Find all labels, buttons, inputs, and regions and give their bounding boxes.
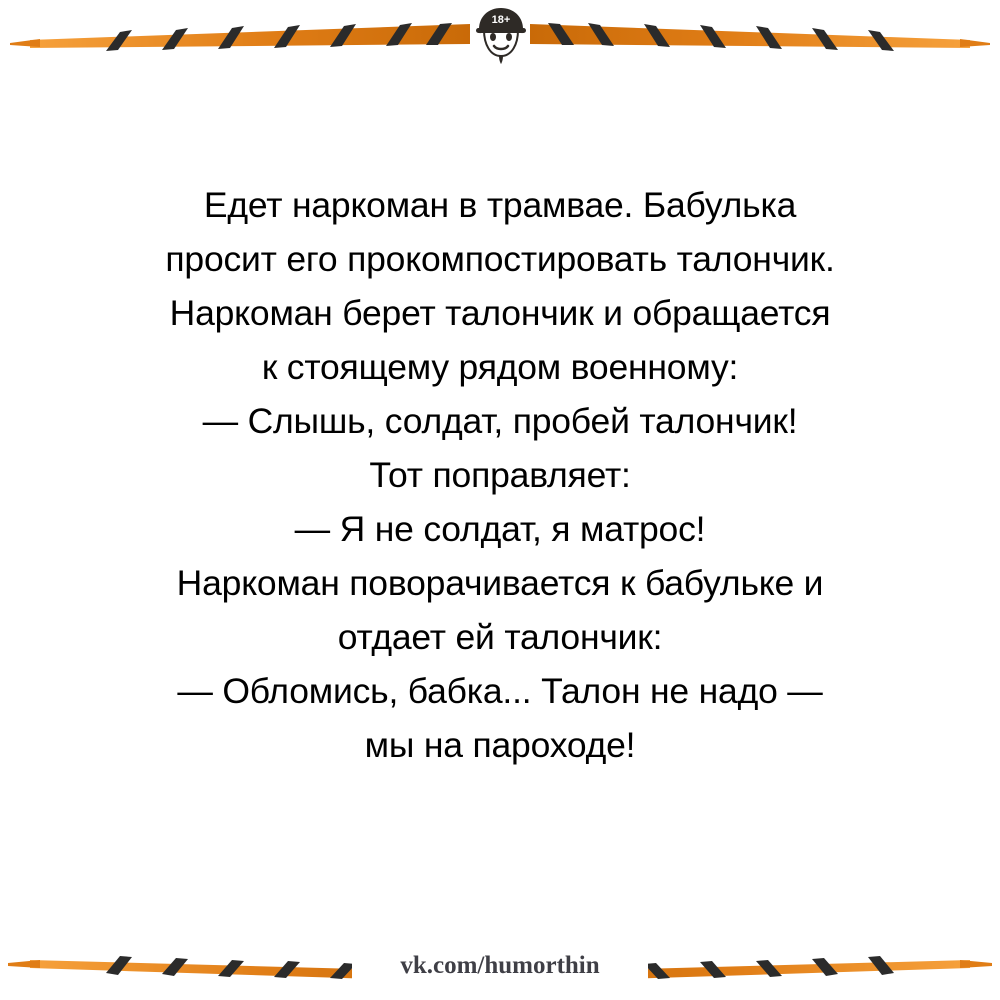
joke-line: мы на пароходе!: [364, 725, 636, 765]
joke-line: — Обломись, бабка... Талон не надо —: [177, 671, 823, 711]
emoji-face-with-cap-18plus-icon: [470, 4, 532, 66]
bottom-ornament: [0, 930, 1000, 1000]
joke-line: Едет наркоман в трамвае. Бабулька: [203, 185, 797, 225]
joke-line: Тот поправляет:: [369, 455, 631, 495]
joke-text: [30, 178, 970, 772]
joke-line: — Слышь, солдат, пробей талончик!: [202, 401, 798, 441]
joke-line: к стоящему рядом военному:: [261, 347, 739, 387]
source-site-label: vk.com/humorthin: [400, 952, 600, 979]
joke-line: Наркоман поворачивается к бабульке и: [176, 563, 824, 603]
svg-text:18+: 18+: [491, 14, 511, 26]
joke-line: Наркоман берет талончик и обращается: [169, 293, 831, 333]
joke-line: — Я не солдат, я матрос!: [294, 509, 706, 549]
joke-line: просит его прокомпостировать талончик.: [165, 239, 835, 279]
joke-line: отдает ей талончик:: [337, 617, 663, 657]
top-ornament: [0, 0, 1000, 78]
